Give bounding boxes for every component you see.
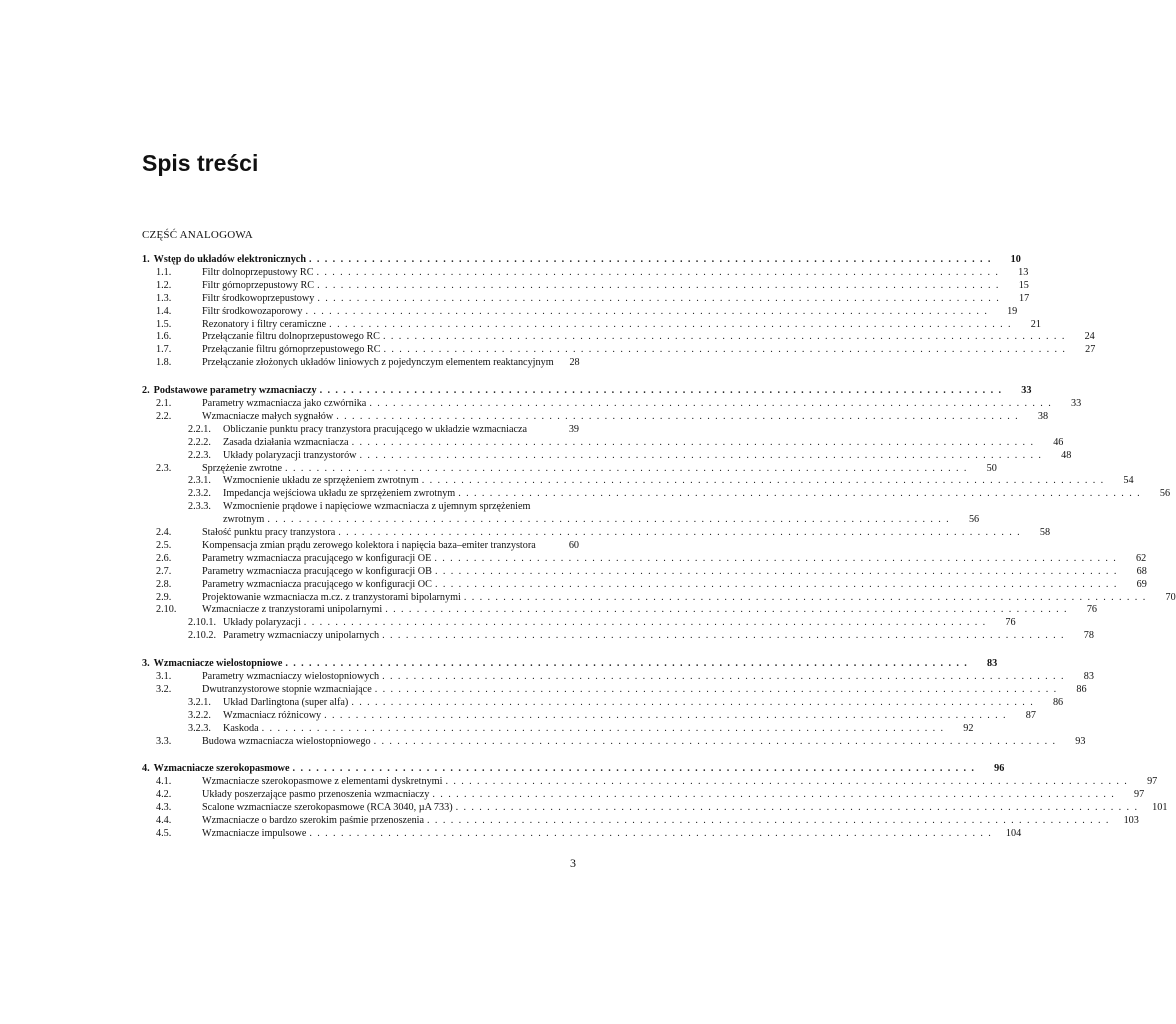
toc-entry-number: 3.3.: [156, 735, 172, 747]
toc-entry-page: 17: [1018, 292, 1030, 304]
toc-entry-number: 4.: [142, 763, 150, 775]
toc-leader-dots: [453, 801, 1142, 814]
toc-leader-dots: [381, 343, 1070, 356]
toc-entry-page: 96: [994, 763, 1005, 775]
toc-entry-number: 2.7.: [156, 565, 172, 577]
toc-entry-title: Wzmacniacze szerokopasmowe z elementami dyskretnymi: [202, 776, 443, 788]
toc-entry[interactable]: [156, 801, 1168, 814]
toc-leader-dots: [349, 436, 1038, 449]
toc-entry[interactable]: [156, 565, 1147, 578]
toc-entry-number: 1.: [142, 254, 150, 265]
part-heading: CZĘŚĆ ANALOGOWA: [142, 229, 253, 241]
toc-entry-number: [188, 513, 223, 526]
page-title: Spis treści: [142, 150, 259, 176]
toc-entry[interactable]: [188, 629, 1094, 642]
toc-entry-page: 24: [1084, 331, 1095, 343]
toc-entry[interactable]: [188, 487, 1171, 500]
toc-entry[interactable]: [188, 709, 1036, 722]
toc-entry-page: 27: [1085, 344, 1096, 356]
toc-entry-title: Scalone wzmacniacze szerokopasmowe (RCA 3040, µA 733): [202, 802, 453, 814]
toc-entry[interactable]: [188, 722, 974, 735]
toc-entry-number: 1.3.: [156, 292, 172, 304]
toc-entry-title: Wstęp do układów elektronicznych: [153, 254, 306, 265]
toc-entry-number: 2.9.: [156, 591, 172, 603]
toc-entry[interactable]: [156, 578, 1147, 591]
toc-entry-title: Filtr dolnoprzepustowy RC: [202, 266, 314, 278]
toc-entry-title: Układy poszerzające pasmo przenoszenia wzmacniaczy: [202, 789, 430, 801]
toc-entry-title: Filtr górnoprzepustowy RC: [202, 279, 315, 291]
toc-entry-title: Obliczanie punktu pracy tranzystora pracującego w układzie wzmacniacza: [223, 423, 528, 435]
toc-entry-number: 4.5.: [156, 827, 172, 839]
toc-entry-page: 62: [1136, 552, 1147, 564]
toc-entry-number: 2.2.2.: [188, 436, 211, 448]
toc-entry-page: [553, 500, 579, 513]
toc-leader-dots: [371, 735, 1060, 748]
toc-entry-number: 3.1.: [156, 671, 172, 682]
toc-leader-dots: [382, 603, 1071, 616]
toc-leader-dots: [442, 775, 1131, 788]
toc-entry-title: Podstawowe parametry wzmacniaczy: [153, 385, 317, 397]
toc-leader-dots: [302, 305, 991, 318]
toc-entry[interactable]: [156, 670, 1094, 683]
toc-entry-page: 86: [1052, 696, 1064, 708]
toc-leader-dots: [530, 500, 553, 513]
toc-entry[interactable]: [156, 603, 1097, 616]
toc-entry-page: 56: [1159, 488, 1171, 500]
toc-entry-number: 1.7.: [156, 344, 172, 356]
toc-entry-number: 2.6.: [156, 552, 172, 564]
toc-entry-number: 2.3.: [156, 462, 172, 474]
toc-leader-dots: [348, 696, 1037, 709]
toc-chapter[interactable]: [142, 657, 998, 670]
toc-entry-number: 2.10.2.: [188, 630, 217, 642]
toc-entry-number: 2.2.3.: [188, 449, 211, 461]
toc-entry-page: 87: [1025, 709, 1036, 721]
toc-entry-title: Układy polaryzacji: [223, 617, 301, 629]
toc-entry-page: 97: [1147, 776, 1158, 788]
toc-leader-dots: [379, 670, 1068, 683]
toc-entry-title: Kaskoda: [223, 722, 259, 734]
toc-entry-page: 78: [1083, 630, 1094, 642]
toc-entry-title: Przełączanie filtru dolnoprzepustowego RC: [202, 331, 380, 343]
toc-leader-dots: [282, 462, 971, 475]
toc-entry-title: Zasada działania wzmacniacza: [223, 436, 349, 448]
toc-chapter[interactable]: [142, 253, 1021, 266]
toc-chapter[interactable]: [142, 384, 1032, 397]
toc-leader-dots: [366, 397, 1055, 410]
toc-entry[interactable]: [156, 462, 997, 475]
toc-leader-dots: [380, 330, 1069, 343]
toc-entry-number: 4.2.: [156, 789, 172, 801]
toc-entry-page: 97: [1134, 789, 1145, 801]
toc-entry-number: 4.3.: [156, 802, 172, 814]
toc-entry[interactable]: [188, 449, 1072, 462]
toc-entry-number: 3.2.1.: [188, 696, 211, 708]
toc-entry[interactable]: [156, 526, 1051, 539]
toc-entry[interactable]: [188, 513, 980, 526]
toc-leader-dots: [321, 709, 1010, 722]
toc-entry[interactable]: [156, 539, 579, 552]
toc-leader-dots: [326, 318, 1015, 331]
toc-leader-dots: [429, 788, 1118, 801]
toc-entry-number: 1.8.: [156, 357, 172, 369]
toc-leader-dots: [461, 591, 1150, 604]
toc-entry-page: 83: [1083, 671, 1094, 682]
toc-entry-number: 1.6.: [156, 331, 172, 343]
toc-entry-title: Impedancja wejściowa układu ze sprzężeniem zwrotnym: [223, 488, 456, 500]
toc-entry-title: Wzmocnienie prądowe i napięciowe wzmacniacza z ujemnym sprzężeniem: [223, 501, 531, 513]
toc-leader-dots: [527, 423, 553, 436]
toc-entry-title: Parametry wzmacniacza pracującego w konfiguracji OE: [202, 552, 432, 564]
toc-entry-number: 3.2.2.: [188, 709, 211, 721]
toc-leader-dots: [306, 827, 995, 840]
toc-leader-dots: [372, 683, 1061, 696]
toc-entry[interactable]: [156, 292, 1030, 305]
toc-entry-page: 101: [1152, 802, 1168, 814]
toc-leader-dots: [431, 552, 1120, 565]
toc-entry[interactable]: [156, 775, 1158, 788]
toc-entry-number: 2.10.1.: [188, 617, 217, 629]
toc-entry-number: 2.2.1.: [188, 423, 211, 435]
toc-leader-dots: [335, 526, 1024, 539]
toc-entry-number: 2.8.: [156, 578, 172, 590]
toc-leader-dots: [314, 266, 1003, 279]
toc-entry[interactable]: [188, 616, 1016, 629]
toc-entry-page: 46: [1053, 436, 1064, 448]
toc-entry-number: 1.4.: [156, 305, 172, 317]
toc-entry-title: Układ Darlingtona (super alfa): [223, 696, 349, 708]
toc-entry-title: Parametry wzmacniaczy unipolarnych: [223, 630, 380, 642]
toc-entry-title: zwrotnym: [223, 514, 265, 526]
toc-entry[interactable]: [156, 827, 1022, 840]
toc-entry-title: Sprzężenie zwrotne: [202, 462, 283, 474]
toc-entry[interactable]: [156, 814, 1139, 827]
toc-entry-page: 76: [1086, 604, 1097, 616]
toc-leader-dots: [432, 565, 1121, 578]
toc-entry-title: Wzmacniacze szerokopasmowe: [153, 763, 290, 775]
toc-entry[interactable]: [156, 591, 1176, 604]
toc-entry[interactable]: [156, 343, 1096, 356]
toc-entry[interactable]: [156, 279, 1029, 292]
toc-entry-number: 2.1.: [156, 398, 172, 409]
toc-leader-dots: [306, 253, 995, 266]
toc-entry-page: 58: [1039, 527, 1051, 538]
toc-entry-number: 2.3.1.: [188, 475, 211, 487]
toc-entry-page: 13: [1018, 266, 1029, 278]
toc-entry-number: 3.2.3.: [188, 722, 211, 734]
toc-entry[interactable]: [156, 552, 1147, 565]
toc-entry-page: 28: [569, 357, 580, 369]
toc-entry[interactable]: [188, 474, 1134, 487]
toc-entry-page: 38: [1037, 410, 1049, 422]
toc-entry[interactable]: [156, 683, 1087, 696]
toc-entry-title: Projektowanie wzmacniacza m.cz. z tranzystorami bipolarnymi: [202, 591, 461, 603]
toc-entry-page: 15: [1018, 279, 1029, 291]
page-number: 3: [570, 856, 576, 870]
toc-entry-page: 92: [963, 722, 974, 734]
toc-entry-title: Przełączanie filtru górnoprzepustowego RC: [202, 344, 381, 356]
toc-entry-title: Parametry wzmacniacza pracującego w konfiguracji OC: [202, 578, 432, 590]
toc-entry-page: 60: [568, 539, 579, 551]
toc-entry-title: Filtr środkowozaporowy: [202, 305, 303, 317]
toc-entry[interactable]: [188, 423, 579, 436]
toc-leader-dots: [379, 629, 1068, 642]
toc-entry-number: 1.1.: [156, 266, 172, 278]
toc-entry-title: Parametry wzmacniacza pracującego w konfiguracji OB: [202, 565, 432, 577]
toc-entry[interactable]: [156, 356, 579, 369]
toc-entry-number: 2.10.: [156, 604, 177, 616]
toc-entry-page: 83: [987, 658, 998, 670]
toc-leader-dots: [301, 616, 990, 629]
toc-entry-title: Wzmacniacze małych sygnałów: [202, 410, 334, 422]
toc-entry-title: Układy polaryzacji tranzystorów: [223, 449, 357, 461]
toc-entry[interactable]: [156, 735, 1086, 748]
toc-entry-page: 86: [1076, 683, 1087, 695]
toc-entry-number: 2.4.: [156, 527, 172, 538]
toc-entry-title: Parametry wzmacniaczy wielostopniowych: [202, 671, 380, 682]
toc-entry-page: 76: [1005, 617, 1016, 629]
toc-entry-number: 3.: [142, 658, 150, 670]
toc-entry-number: 1.5.: [156, 318, 172, 330]
toc-entry-number: 2.3.3.: [188, 501, 211, 513]
toc-entry-title: Parametry wzmacniacza jako czwórnika: [202, 398, 367, 409]
toc-entry-title: Kompensacja zmian prądu zerowego kolektora i napięcia baza–emiter tranzystora: [202, 539, 536, 551]
toc-entry-title: Rezonatory i filtry ceramiczne: [202, 318, 327, 330]
toc-entry-page: 19: [1007, 305, 1018, 317]
toc-entry-page: 69: [1136, 578, 1147, 590]
toc-entry-page: 48: [1061, 449, 1072, 461]
toc-leader-dots: [264, 513, 953, 526]
toc-entry[interactable]: [156, 397, 1082, 410]
toc-leader-dots: [282, 657, 971, 670]
toc-entry-page: 21: [1030, 318, 1041, 330]
toc-entry-number: 2.2.: [156, 410, 172, 422]
toc-leader-dots: [259, 722, 948, 735]
toc-entry-page: 70: [1165, 591, 1176, 603]
toc-entry-title: Wzmacniacze wielostopniowe: [153, 658, 283, 670]
toc-entry-number: 3.2.: [156, 683, 172, 695]
toc-entry-number: 2.3.2.: [188, 488, 211, 500]
toc-entry-number: 4.1.: [156, 776, 172, 788]
toc-entry-page: 33: [1070, 398, 1082, 409]
toc-entry[interactable]: [156, 788, 1145, 801]
toc-entry-title: Wzmacniacze z tranzystorami unipolarnymi: [202, 604, 383, 616]
toc-entry-page: 93: [1075, 735, 1086, 747]
toc-leader-dots: [357, 449, 1046, 462]
toc-entry-page: 54: [1123, 475, 1134, 487]
toc-entry-title: Przełączanie złożonych układów liniowych z pojedynczym elementem reaktancyjnym: [202, 357, 554, 369]
toc-entry-page: 10: [1010, 254, 1021, 265]
toc-entry-title: Budowa wzmacniacza wielostopniowego: [202, 735, 371, 747]
toc-entry-number: 1.2.: [156, 279, 172, 291]
toc-entry-page: 33: [1021, 385, 1032, 397]
toc-entry-title: Filtr środkowoprzepustowy: [202, 292, 315, 304]
toc-entry-page: 39: [568, 423, 579, 435]
toc-entry[interactable]: [156, 410, 1049, 423]
toc-leader-dots: [424, 814, 1113, 827]
toc-entry[interactable]: [188, 696, 1064, 709]
toc-leader-dots: [317, 384, 1006, 397]
toc-entry-title: Wzmocnienie układu ze sprzężeniem zwrotnym: [223, 475, 419, 487]
toc-entry[interactable]: [156, 266, 1029, 279]
toc-entry-title: Wzmacniacze o bardzo szerokim paśmie przenoszenia: [202, 815, 425, 826]
toc-entry-page: 104: [1005, 827, 1022, 839]
toc-leader-dots: [314, 292, 1003, 305]
toc-leader-dots: [432, 578, 1121, 591]
toc-leader-dots: [455, 487, 1144, 500]
toc-entry-title: Wzmacniacz różnicowy: [223, 709, 322, 721]
toc-entry[interactable]: [188, 500, 579, 513]
toc-leader-dots: [536, 539, 553, 552]
toc-entry-page: 68: [1136, 565, 1147, 577]
toc-entry[interactable]: [156, 305, 1018, 318]
toc-entry-number: 4.4.: [156, 815, 172, 826]
toc-leader-dots: [333, 410, 1022, 423]
toc-leader-dots: [419, 474, 1108, 487]
toc-chapter[interactable]: [142, 762, 1005, 775]
toc-entry-title: Wzmacniacze impulsowe: [202, 827, 307, 839]
toc-entry[interactable]: [156, 318, 1041, 331]
toc-entry-title: Stałość punktu pracy tranzystora: [202, 527, 336, 538]
toc-entry-page: 56: [968, 514, 980, 526]
toc-entry-number: 2.5.: [156, 539, 172, 551]
toc-leader-dots: [314, 279, 1003, 292]
toc-entry[interactable]: [188, 436, 1064, 449]
toc-entry-page: 50: [986, 462, 997, 474]
toc-entry-page: 103: [1123, 815, 1139, 826]
toc-entry-number: 2.: [142, 385, 150, 397]
toc-entry-title: Dwutranzystorowe stopnie wzmacniające: [202, 683, 372, 695]
toc-leader-dots: [290, 762, 979, 775]
toc-entry[interactable]: [156, 330, 1095, 343]
